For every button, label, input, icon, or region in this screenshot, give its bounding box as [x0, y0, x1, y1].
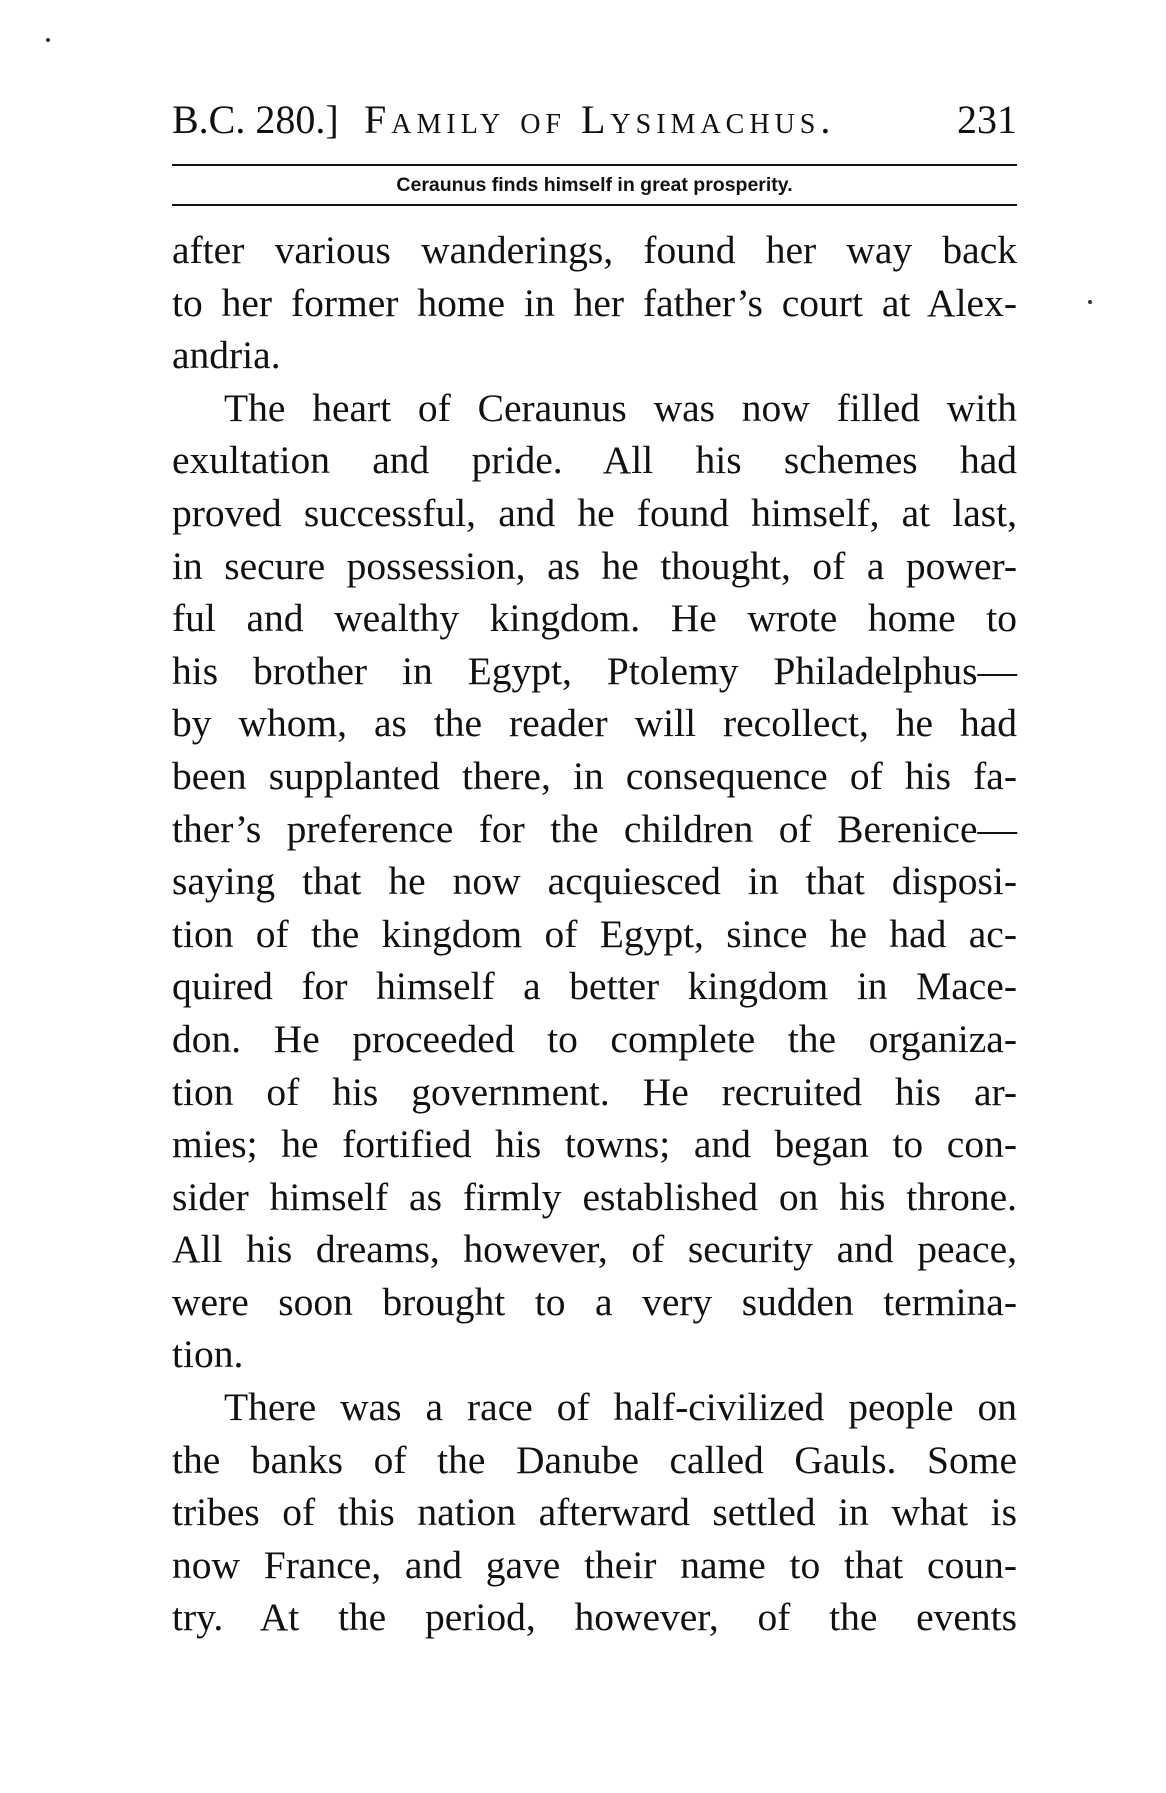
text-line: proved successful, and he found himself, at last, — [172, 490, 1017, 535]
text-line: saying that he now acquiesced in that disposi- — [172, 859, 1017, 904]
paragraph — [172, 382, 1017, 1381]
text-line: now France, and gave their name to that coun- — [172, 1542, 1017, 1587]
text-line: tion. — [172, 1332, 244, 1377]
header-date: B.C. 280.] — [172, 97, 339, 142]
text-line: after various wanderings, found her way back — [172, 228, 1017, 272]
text-line: been supplanted there, in consequence of his fa- — [172, 753, 1017, 798]
book-page — [172, 94, 1017, 1644]
text-line: the banks of the Danube called Gauls. Some — [172, 1437, 1017, 1482]
text-line: exultation and pride. All his schemes had — [172, 438, 1017, 483]
header-rule-top — [172, 164, 1017, 166]
header-title: Family of Lysimachus. — [364, 97, 836, 142]
text-line: The heart of Ceraunus was now filled with — [224, 385, 1017, 430]
text-line: There was a race of half-civilized people on — [224, 1385, 1017, 1430]
text-line: All his dreams, however, of security and peace, — [172, 1227, 1017, 1272]
text-line: to her former home in her father’s court at Alex- — [172, 280, 1017, 325]
page-number: 231 — [957, 97, 1017, 142]
text-line: by whom, as the reader will recollect, he had — [172, 701, 1017, 746]
subheading: Ceraunus finds himself in great prosperity. — [396, 174, 793, 196]
running-head — [172, 94, 1017, 146]
text-line: ther’s preference for the children of Berenice— — [172, 806, 1017, 851]
body-text — [172, 224, 1017, 1644]
text-line: tion of his government. He recruited his ar- — [172, 1069, 1017, 1114]
text-line: his brother in Egypt, Ptolemy Philadelphus— — [172, 648, 1017, 693]
text-line: tribes of this nation afterward settled in what is — [172, 1490, 1017, 1535]
scan-speck — [1088, 300, 1092, 304]
text-line: quired for himself a better kingdom in Mace- — [172, 964, 1017, 1009]
text-line: in secure possession, as he thought, of a power- — [172, 543, 1017, 588]
text-line: ful and wealthy kingdom. He wrote home to — [172, 596, 1017, 641]
text-line: tion of the kingdom of Egypt, since he had ac- — [172, 911, 1017, 956]
text-line: mies; he fortified his towns; and began to con- — [172, 1122, 1017, 1167]
paragraph — [172, 1381, 1017, 1644]
text-line: don. He proceeded to complete the organiza- — [172, 1016, 1017, 1061]
text-line: try. At the period, however, of the events — [172, 1595, 1017, 1640]
paragraph — [172, 224, 1017, 382]
header-rule-bottom — [172, 204, 1017, 206]
text-line: were soon brought to a very sudden termina- — [172, 1279, 1017, 1324]
text-line: andria. — [172, 333, 281, 378]
scan-speck — [46, 38, 50, 42]
text-line: sider himself as firmly established on his throne. — [172, 1174, 1017, 1219]
